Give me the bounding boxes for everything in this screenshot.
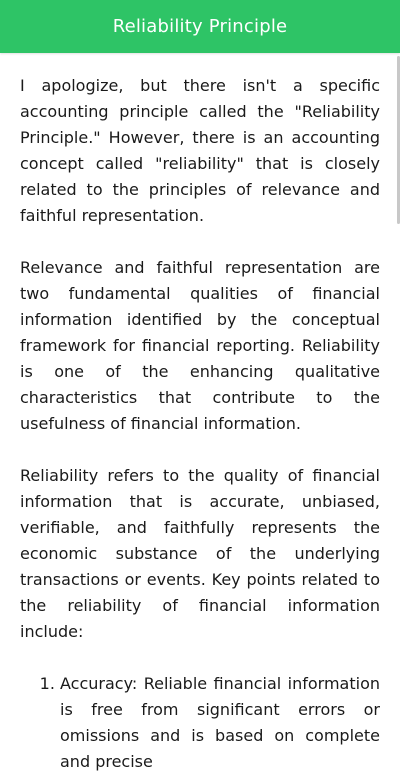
app-bar	[0, 0, 400, 53]
key-points-list	[20, 671, 380, 775]
list-item: 1. Accuracy: Reliable financial information is free from significant errors or omissions and is based on complete and precise	[60, 671, 380, 775]
page-title: Reliability Principle	[112, 16, 288, 37]
paragraph: I apologize, but there isn't a specific accounting principle called the "Reliability Principle." However, there is an accounting concept called "reliability" that is closely related to the principles of relevance and faithful representation.	[20, 76, 380, 225]
paragraph: Relevance and faithful representation are two fundamental qualities of financial information identified by the conceptual framework for financial reporting. Reliability is one of the enhancing qualitative characteristics that contribute to the usefulness of financial information.	[20, 258, 380, 433]
article-content	[20, 73, 380, 775]
paragraph: Reliability refers to the quality of financial information that is accurate, unbiased, verifiable, and faithfully represents the economic substance of the underlying transactions or events. Key points related to the reliability of financial information include:	[20, 466, 380, 641]
